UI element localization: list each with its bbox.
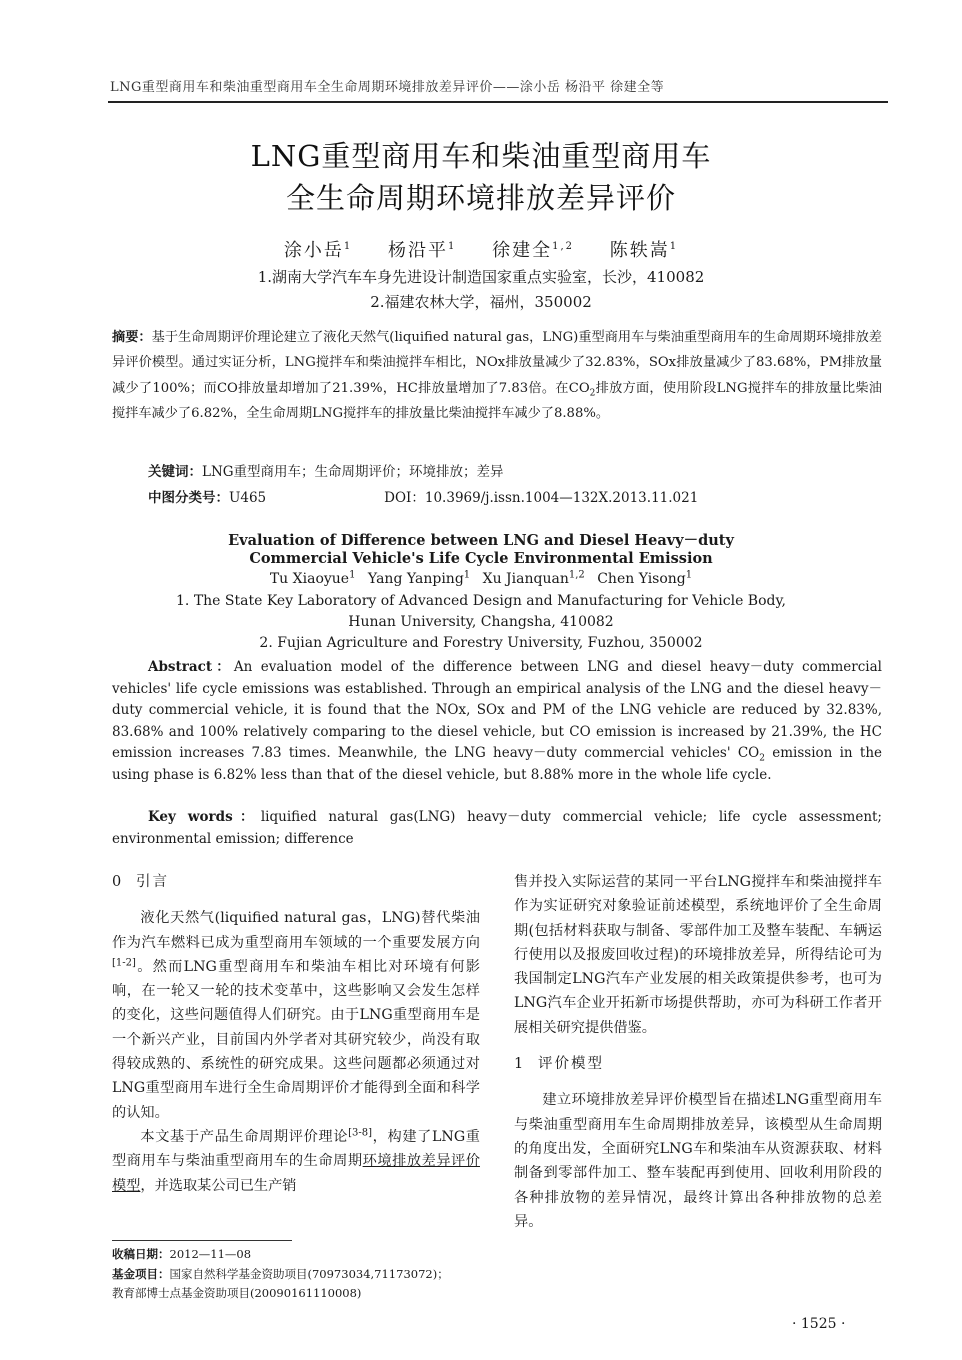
footnotes <box>112 1245 492 1304</box>
abstract-cn: 摘要：基于生命周期评价理论建立了液化天然气(liquified natural gas，LNG)重型商用车与柴油重型商用车的生命周期环境排放差异评价模型。通过实证分析，LNG搅拌车和柴油搅拌车相比，NOx排放量减少了32.83%，SOx排放量减少了83.68%，PM排放量减少了100%；而CO排放量却增加了21.39%，HC排放量增加了7.83倍。在$CO_2$排放方面，使用阶段LNG搅拌车的排放量比柴油搅拌车减少了6.82%，全生命周期LNG搅拌车的排放量比柴油搅拌车减少了8.88%。 <box>112 330 882 422</box>
affiliation-cn-1: 1.湖南大学汽车车身先进设计制造国家重点实验室，长沙，410082 <box>257 268 705 286</box>
doi: DOI：10.3969/j.issn.1004—132X.2013.11.021 <box>384 490 699 506</box>
section-heading-1: 1 评价模型 <box>514 1056 604 1073</box>
citation: [3-8] <box>348 1127 372 1139</box>
author-cn: 徐建全$^{1,2}$ <box>492 240 574 261</box>
english-title-line1: Evaluation of Difference between LNG and Diesel Heavy－duty <box>228 532 734 549</box>
author-en: Yang Yanping$^1$ <box>367 569 471 587</box>
running-head: LNG重型商用车和柴油重型商用车全生命周期环境排放差异评价——涂小岳 杨沿平 徐建全等 <box>110 80 665 95</box>
abstract-cn-label: 摘要： <box>112 330 152 345</box>
affiliation-cn-2: 2.福建农林大学，福州，350002 <box>370 293 592 311</box>
paragraph: 液化天然气(liquified natural gas，LNG)替代柴油作为汽车燃料已成为重型商用车领域的一个重要发展方向[1-2]。然而LNG重型商用车和柴油车相比对环境有何影响，在一轮又一轮的技术变革中，这些影响又会发生怎样的变化，这些问题值得人们研究。由于LNG重型商用车是一个新兴产业，目前国内外学者对其研究较少，尚没有取得较成熟的、系统性的研究成果。这些问题都必须通过对LNG重型商用车进行全生命周期评价才能得到全面和科学的认知。 <box>112 910 480 1121</box>
paragraph: 建立环境排放差异评价模型旨在描述LNG重型商用车与柴油重型商用车生命周期排放差异，该模型从生命周期的角度出发，全面研究LNG车和柴油车从资源获取、材料制备到零部件加工、整车装配再到使用、回收利用阶段的各种排放物的差异情况，最终计算出各种排放物的总差异。 <box>514 1092 882 1230</box>
affiliation-en-1-cont: Hunan University, Changsha, 410082 <box>348 614 614 630</box>
body-column-left <box>112 870 480 1198</box>
keywords-cn: 关键词：LNG重型商用车；生命周期评价；环境排放；差异 <box>148 464 504 480</box>
header-rule <box>108 101 888 103</box>
classification-code: U465 <box>229 490 267 506</box>
author-en: Xu Jianquan$^{1,2}$ <box>482 569 585 587</box>
citation: [1-2] <box>112 957 136 969</box>
paper-title-line2: 全生命周期环境排放差异评价 <box>285 181 676 215</box>
authors-cn <box>0 236 962 262</box>
authors-en <box>0 571 962 587</box>
author-en: Tu Xiaoyue$^1$ <box>269 569 356 587</box>
affiliation-en-1: 1. The State Key Laboratory of Advanced Design and Manufacturing for Vehicle Body, <box>176 593 786 609</box>
footnote-rule <box>112 1240 292 1241</box>
footnote-funding-cont: 教育部博士点基金资助项目(20090161110008) <box>112 1286 362 1300</box>
affiliation-en-2: 2. Fujian Agriculture and Forestry University, Fuzhou, 350002 <box>259 635 703 651</box>
classification-line: 中图分类号：U465 DOI：10.3969/j.issn.1004—132X.2013.11.021 <box>148 490 699 506</box>
author-cn: 陈轶嵩$^1$ <box>609 240 679 261</box>
abstract-en-label: Abstract： <box>148 659 234 675</box>
author-cn: 涂小岳$^1$ <box>283 240 353 261</box>
english-title-line2: Commercial Vehicle's Life Cycle Environmental Emission <box>249 550 713 567</box>
keywords-en: Key words：liquified natural gas(LNG) heavy－duty commercial vehicle; life cycle assessment; environmental emission; difference <box>112 809 882 847</box>
footnote-received: 收稿日期：2012—11—08 <box>112 1247 252 1261</box>
paragraph: 售并投入实际运营的某同一平台LNG搅拌车和柴油搅拌车作为实证研究对象验证前述模型，系统地评价了全生命周期(包括材料获取与制备、零部件加工及整车装配、车辆运行使用以及报废回收过程)的环境排放差异，所得结论可为我国制定LNG汽车产业发展的相关政策提供参考，也可为LNG汽车企业开拓新市场提供帮助，亦可为科研工作者开展相关研究提供借鉴。 <box>514 874 882 1036</box>
author-en: Chen Yisong$^1$ <box>597 569 693 587</box>
author-cn: 杨沿平$^1$ <box>387 240 457 261</box>
section-heading-0: 0 引言 <box>112 874 169 890</box>
abstract-en: Abstract：An evaluation model of the difference between LNG and diesel heavy－duty commercial vehicles' life cycle emissions was established. Through an empirical analysis of the LNG and the diesel heavy－duty commercial vehicle, it is found that the NOx, SOx and PM of the LNG vehicle are reduced by 32.83%, 83.68% and 100% relatively comparing to the diesel vehicle, but CO emission is increased by 21.39%, the HC emission increases 7.83 times. Meanwhile, the LNG heavy－duty commercial vehicles' $CO_2$ emission in the using phase is 6.82% less than that of the diesel vehicle, but 8.88% more in the whole life cycle. <box>112 659 883 783</box>
footnote-funding: 基金项目：国家自然科学基金资助项目(70973034,71173072)； <box>112 1266 449 1281</box>
page-number: · 1525 · <box>792 1316 846 1332</box>
body-column-right <box>514 870 882 1234</box>
paragraph: 本文基于产品生命周期评价理论[3-8]，构建了LNG重型商用车与柴油重型商用车的生命周期环境排放差异评价模型，并选取某公司已生产销 <box>112 1127 480 1194</box>
paper-title-line1: LNG重型商用车和柴油重型商用车 <box>250 139 712 173</box>
